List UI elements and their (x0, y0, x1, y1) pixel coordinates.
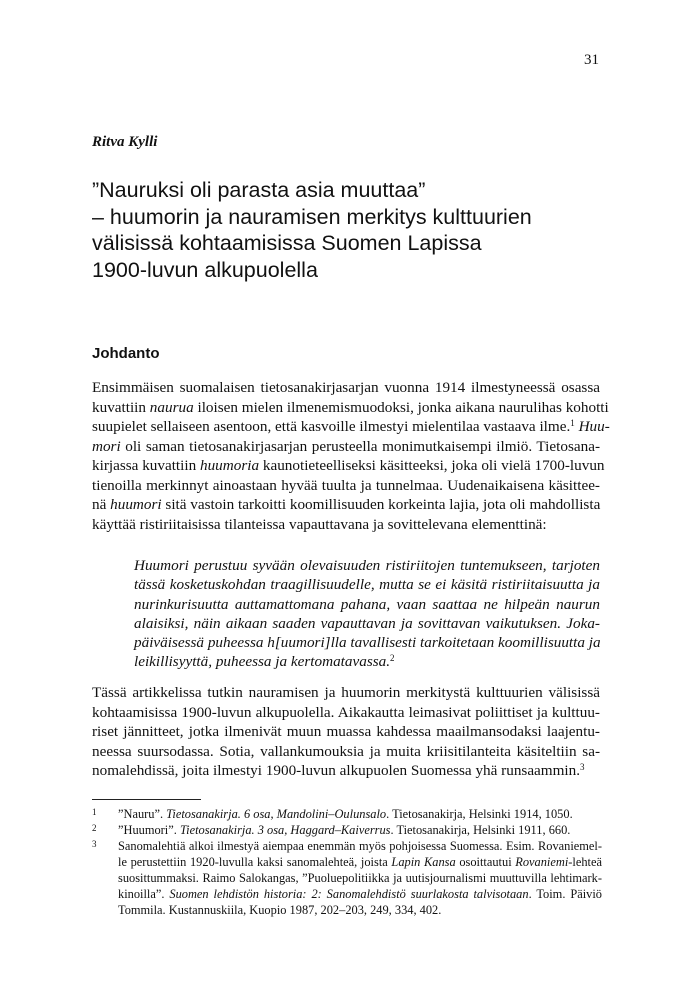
footnote-text: suosittummaksi. Raimo Salokangas, ”Puoluepolitiikka ja uutisjournalismi muuttuvilla lehtimark- (118, 871, 602, 885)
text-line: käyttää ristiriitaisissa tilanteissa vapauttavana ja sovittelevana elementtinä: (92, 515, 547, 533)
text-line: Ensimmäisen suomalaisen tietosanakirjasarjan vuonna 1914 ilmestyneessä osassa (92, 379, 600, 396)
text-line: Tässä artikkelissa tutkin nauramisen ja huumorin merkitystä kulttuurien välisissä (92, 684, 600, 701)
text-line: kohtaamisissa 1900-luvun alkupuolella. Aikakautta leimasivat poliittiset ja kulttuu- (92, 703, 600, 721)
title-line: välisissä kohtaamisissa Suomen Lapissa (92, 231, 482, 255)
footnote-text: Sanomalehtiä alkoi ilmestyä aiempaa enemmän myös pohjoisessa Suomessa. Esim. Rovaniemel- (118, 839, 602, 853)
article-title (92, 177, 612, 283)
footnote-ref[interactable]: 1 (570, 418, 575, 428)
text-line: neessa suursodassa. Sotia, vallankumouksia ja muita kriisitilanteita käsiteltiin sa- (92, 742, 600, 760)
text-line: nä huumori sitä vastoin tarkoitti koomillisuuden korkeinta lajia, jota oli mahdollista (92, 496, 601, 513)
text-line: kuvattiin naurua iloisen mielen ilmenemismuodoksi, jonka aikana naurulihas kohotti (92, 398, 609, 416)
footnote-divider (92, 799, 201, 800)
footnote-2 (92, 822, 602, 838)
footnote-number: 1 (92, 807, 97, 817)
intro-paragraph (92, 378, 610, 534)
footnote-ref[interactable]: 3 (580, 762, 585, 772)
section-heading: Johdanto (92, 345, 160, 362)
quote-line: alaisiksi, näin aikaan saaden vapauttavan ja sovittavan vaikutuksen. Joka- (134, 614, 600, 632)
page-number: 31 (584, 52, 599, 68)
footnote-number: 3 (92, 839, 97, 849)
footnote-ref[interactable]: 2 (390, 653, 395, 664)
title-line: ”Nauruksi oli parasta asia muuttaa” (92, 178, 426, 202)
text-line: kirjassa kuvattiin huumoria kaunotieteelliseksi käsitteeksi, joka oli vielä 1700-luvun (92, 457, 605, 474)
quote-line: leikillisyyttä, puheessa ja kertomatavassa.$^2$ (134, 653, 395, 671)
quote-line: nurinkurisuutta auttamattomana pahana, vaan saattaa ne hilpeän naurun (134, 595, 600, 613)
quote-line: Huumori perustuu syvään olevaisuuden ristiriitojen tuntemukseen, tarjoten (134, 557, 600, 574)
title-line: – huumorin ja nauramisen merkitys kulttuurien (92, 204, 532, 229)
footnote-text: ”Huumori”. Tietosanakirja. 3 osa, Haggard–Kaiverrus. Tietosanakirja, Helsinki 1911, 660. (118, 823, 571, 837)
text-line: tienoilla merkinnyt ainoastaan hyvää tuulta ja tunnelmaa. Uudenaikaisena käsittee- (92, 476, 600, 494)
text-line: nomalehdissä, joita ilmestyi 1900-luvun alkupuolen Suomessa yhä runsaammin.$^3$ (92, 762, 585, 779)
footnote-text: ”Nauru”. Tietosanakirja. 6 osa, Mandolini–Oulunsalo. Tietosanakirja, Helsinki 1914, 1050. (118, 807, 573, 821)
text-line: riset jännitteet, jotka ilmenivät muun muassa kahdessa maailmansodaksi laajentu- (92, 723, 600, 740)
footnotes (92, 806, 602, 918)
quote-line: päiväisessä puheessa h[uumori]lla tavallisesti tarkoitetaan koomillisuutta ja (134, 634, 601, 652)
body-paragraph (92, 683, 600, 781)
footnote-text: Tommila. Kustannuskiila, Kuopio 1987, 202–203, 249, 334, 402. (118, 903, 442, 917)
footnote-text: kinoilla”. Suomen lehdistön historia: 2: Sanomalehdistö suurlakosta talvisotaan. Toim. Päiviö (118, 887, 602, 901)
author-name: Ritva Kylli (92, 134, 158, 150)
block-quote (134, 556, 600, 672)
footnote-text: le perustettiin 1920-luvulla kaksi sanomalehteä, joista Lapin Kansa osoittautui Rovaniemi-lehteä (118, 855, 602, 869)
title-line: 1900-luvun alkupuolella (92, 257, 318, 282)
footnote-number: 2 (92, 823, 97, 833)
text-line: mori oli saman tietosanakirjasarjan perusteella monimutkaisempi ilmiö. Tietosana- (92, 437, 600, 455)
quote-line: tässä kosketuskohdan traagillisuudelle, mutta se ei käsitä ristiriitaisuutta ja (134, 576, 600, 594)
footnote-3 (92, 838, 602, 918)
footnote-1 (92, 806, 602, 822)
text-line: suupielet sellaiseen asentoon, että kasvoille ilmestyi mielentilaa vastaava ilme.$^1$ Huu- (92, 418, 610, 435)
